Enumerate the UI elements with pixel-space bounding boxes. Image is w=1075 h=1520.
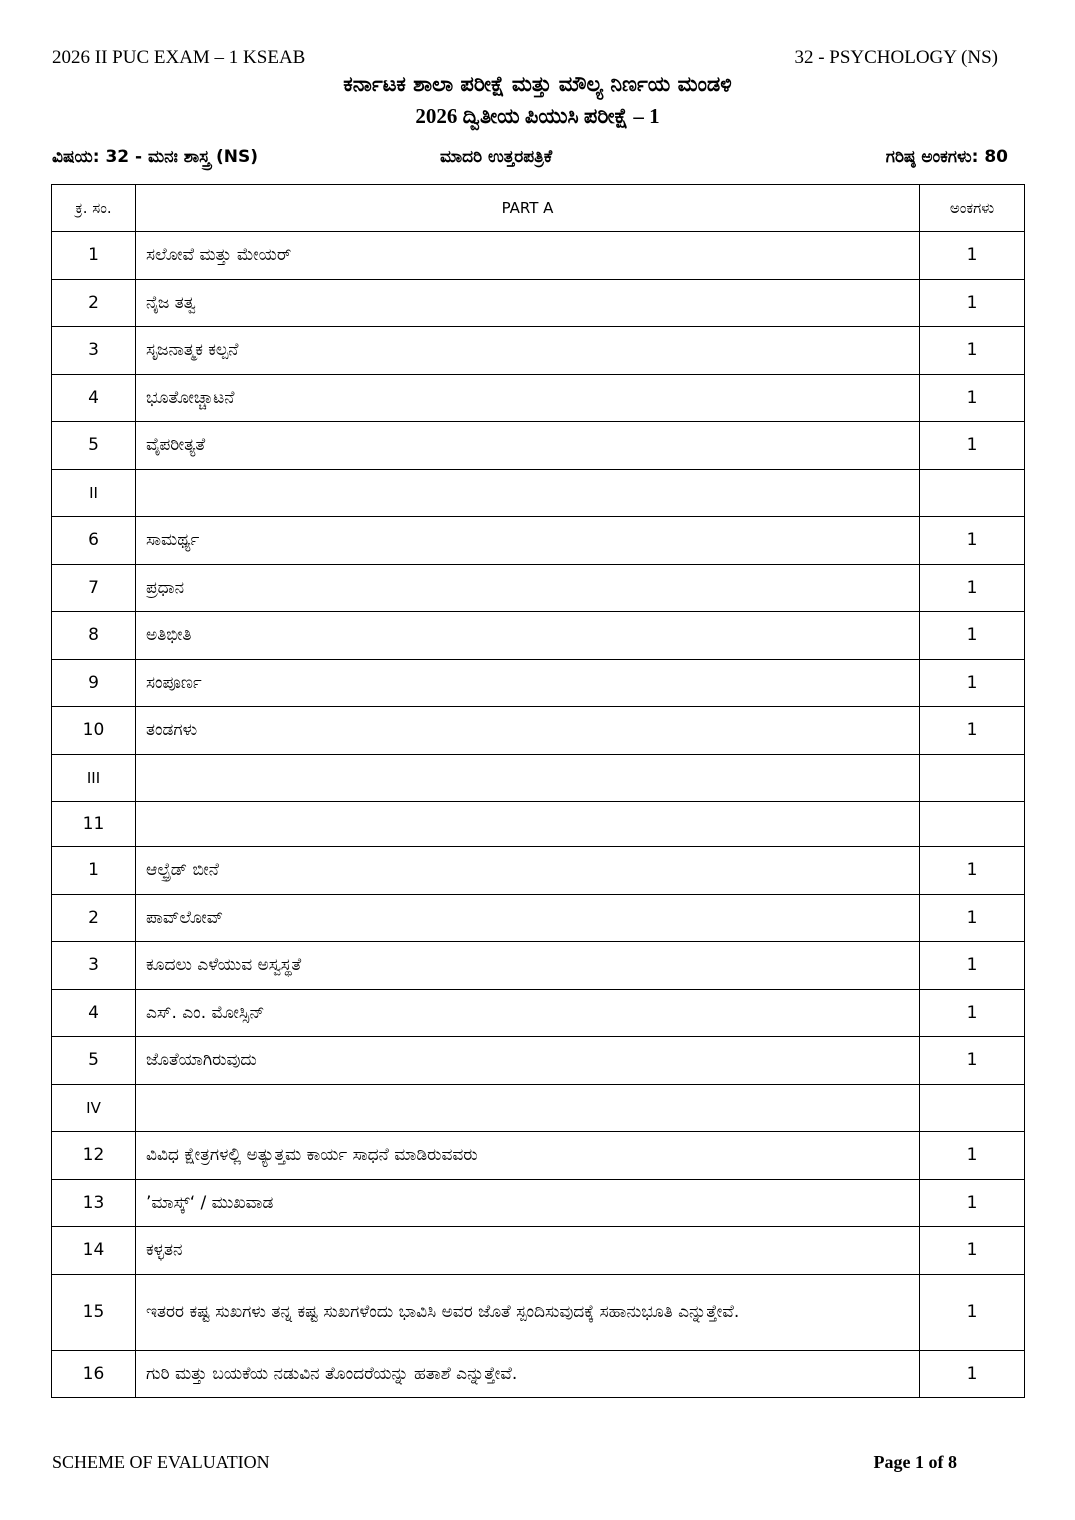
section-row: [52, 1084, 1025, 1132]
table-row: [52, 1132, 1025, 1180]
marks-value: 1: [920, 989, 1025, 1037]
table-row: [52, 1179, 1025, 1227]
table-row: [52, 1037, 1025, 1085]
table-row: [52, 942, 1025, 990]
table-row: [52, 1274, 1025, 1350]
table-row: [52, 1350, 1025, 1398]
section-number: II: [52, 469, 136, 517]
marks-value: 1: [920, 1227, 1025, 1275]
question-number: 12: [52, 1132, 136, 1180]
question-number: 5: [52, 422, 136, 470]
question-number: 4: [52, 989, 136, 1037]
question-number: 9: [52, 659, 136, 707]
marks-value: 1: [920, 1132, 1025, 1180]
question-number: 4: [52, 374, 136, 422]
answer-text: ಕೂದಲು ಎಳೆಯುವ ಅಸ್ವಸ್ಥತೆ: [136, 942, 920, 990]
answer-text: ಸಂಪೂರ್ಣ: [136, 659, 920, 707]
marks-value: [920, 1084, 1025, 1132]
max-marks: ಗರಿಷ್ಠ ಅಂಕಗಳು: 80: [885, 147, 1008, 167]
marks-value: 1: [920, 1350, 1025, 1398]
answer-text: [136, 802, 920, 847]
question-number: 2: [52, 279, 136, 327]
column-header-part: PART A: [136, 185, 920, 232]
answer-text: [136, 1084, 920, 1132]
column-header-marks: ಅಂಕಗಳು: [920, 185, 1025, 232]
section-row: [52, 469, 1025, 517]
answer-sheet-type: ಮಾದರಿ ಉತ್ತರಪತ್ರಿಕೆ: [440, 147, 553, 167]
table-row: [52, 707, 1025, 755]
question-number: 2: [52, 894, 136, 942]
marks-value: 1: [920, 894, 1025, 942]
marks-value: [920, 469, 1025, 517]
answer-text: ’ಮಾಸ್ಕ್‘ / ಮುಖವಾಡ: [136, 1179, 920, 1227]
question-number: 5: [52, 1037, 136, 1085]
answer-text: [136, 469, 920, 517]
marks-value: 1: [920, 847, 1025, 895]
marks-value: 1: [920, 327, 1025, 375]
marks-value: [920, 802, 1025, 847]
question-number: 14: [52, 1227, 136, 1275]
page-number: Page 1 of 8: [873, 1452, 957, 1472]
question-number: 13: [52, 1179, 136, 1227]
answer-text: ಇತರರ ಕಷ್ಟ ಸುಖಗಳು ತನ್ನ ಕಷ್ಟ ಸುಖಗಳೆಂದು ಭಾವಿಸಿ ಅವರ ಜೊತೆ ಸ್ಪಂದಿಸುವುದಕ್ಕೆ ಸಹಾನುಭೂತಿ ಎನ್ನುತ್ತೇವೆ.: [136, 1274, 920, 1350]
question-number: 3: [52, 942, 136, 990]
answer-text: ಸಲೋವೆ ಮತ್ತು ಮೇಯರ್: [136, 232, 920, 280]
question-number: 11: [52, 802, 136, 847]
marks-value: 1: [920, 517, 1025, 565]
marks-value: 1: [920, 374, 1025, 422]
answer-text: ಕಳ್ಳತನ: [136, 1227, 920, 1275]
answer-text: ಎಸ್. ಎಂ. ಮೋಸ್ಸಿನ್: [136, 989, 920, 1037]
question-number: 10: [52, 707, 136, 755]
table-row: [52, 232, 1025, 280]
marks-value: 1: [920, 1037, 1025, 1085]
marks-value: 1: [920, 659, 1025, 707]
exam-code: 2026 II PUC EXAM – 1 KSEAB: [52, 47, 306, 68]
subject-code: 32 - PSYCHOLOGY (NS): [794, 47, 998, 68]
column-header-number: ಕ್ರ. ಸಂ.: [52, 185, 136, 232]
question-number: 15: [52, 1274, 136, 1350]
answer-text: ಪ್ರಧಾನ: [136, 564, 920, 612]
table-row: [52, 894, 1025, 942]
section-row: [52, 802, 1025, 847]
answer-text: ಸೃಜನಾತ್ಮಕ ಕಲ್ಪನೆ: [136, 327, 920, 375]
board-title: ಕರ್ನಾಟಕ ಶಾಲಾ ಪರೀಕ್ಷೆ ಮತ್ತು ಮೌಲ್ಯ ನಿರ್ಣಯ ಮಂಡಳಿ: [343, 72, 732, 96]
question-number: 1: [52, 847, 136, 895]
exam-title: 2026 ದ್ವಿತೀಯ ಪಿಯುಸಿ ಪರೀಕ್ಷೆ – 1: [415, 104, 660, 128]
answer-text: ಭೂತೋಚ್ಚಾಟನೆ: [136, 374, 920, 422]
question-number: 7: [52, 564, 136, 612]
answer-text: ತಂಡಗಳು: [136, 707, 920, 755]
answer-text: ಆಲ್ಫ್ರೆಡ್ ಬೀನೆ: [136, 847, 920, 895]
marks-value: 1: [920, 942, 1025, 990]
table-row: [52, 612, 1025, 660]
footer-scheme-label: SCHEME OF EVALUATION: [52, 1452, 270, 1472]
table-row: [52, 327, 1025, 375]
question-number: 8: [52, 612, 136, 660]
table-header-row: [52, 185, 1025, 232]
marks-value: 1: [920, 1179, 1025, 1227]
marks-value: 1: [920, 564, 1025, 612]
question-number: 1: [52, 232, 136, 280]
answer-text: [136, 754, 920, 802]
answer-text: ಜೊತೆಯಾಗಿರುವುದು: [136, 1037, 920, 1085]
table-row: [52, 279, 1025, 327]
question-number: 3: [52, 327, 136, 375]
table-row: [52, 1227, 1025, 1275]
answer-text: ಗುರಿ ಮತ್ತು ಬಯಕೆಯ ನಡುವಿನ ತೊಂದರೆಯನ್ನು ಹತಾಶೆ ಎನ್ನುತ್ತೇವೆ.: [136, 1350, 920, 1398]
section-number: III: [52, 754, 136, 802]
table-row: [52, 517, 1025, 565]
answer-text: ವಿವಿಧ ಕ್ಷೇತ್ರಗಳಲ್ಲಿ ಅತ್ಯುತ್ತಮ ಕಾರ್ಯ ಸಾಧನೆ ಮಾಡಿರುವವರು: [136, 1132, 920, 1180]
evaluation-table: [51, 184, 1025, 1398]
marks-value: 1: [920, 232, 1025, 280]
question-number: 6: [52, 517, 136, 565]
section-number: IV: [52, 1084, 136, 1132]
answer-text: ಅತಿಭೀತಿ: [136, 612, 920, 660]
subject-line: ವಿಷಯ: 32 - ಮನಃ ಶಾಸ್ತ್ರ (NS): [52, 147, 258, 167]
marks-value: 1: [920, 279, 1025, 327]
marks-value: 1: [920, 422, 1025, 470]
answer-text: ವೈಪರೀತ್ಯತೆ: [136, 422, 920, 470]
table-row: [52, 847, 1025, 895]
marks-value: 1: [920, 612, 1025, 660]
marks-value: [920, 754, 1025, 802]
marks-value: 1: [920, 707, 1025, 755]
answer-text: ನೈಜ ತತ್ವ: [136, 279, 920, 327]
marks-value: 1: [920, 1274, 1025, 1350]
section-row: [52, 754, 1025, 802]
table-row: [52, 564, 1025, 612]
table-row: [52, 374, 1025, 422]
table-row: [52, 422, 1025, 470]
table-row: [52, 989, 1025, 1037]
question-number: 16: [52, 1350, 136, 1398]
answer-text: ಸಾಮರ್ಥ್ಯ: [136, 517, 920, 565]
table-row: [52, 659, 1025, 707]
answer-text: ಪಾವ್‌ಲೋವ್: [136, 894, 920, 942]
